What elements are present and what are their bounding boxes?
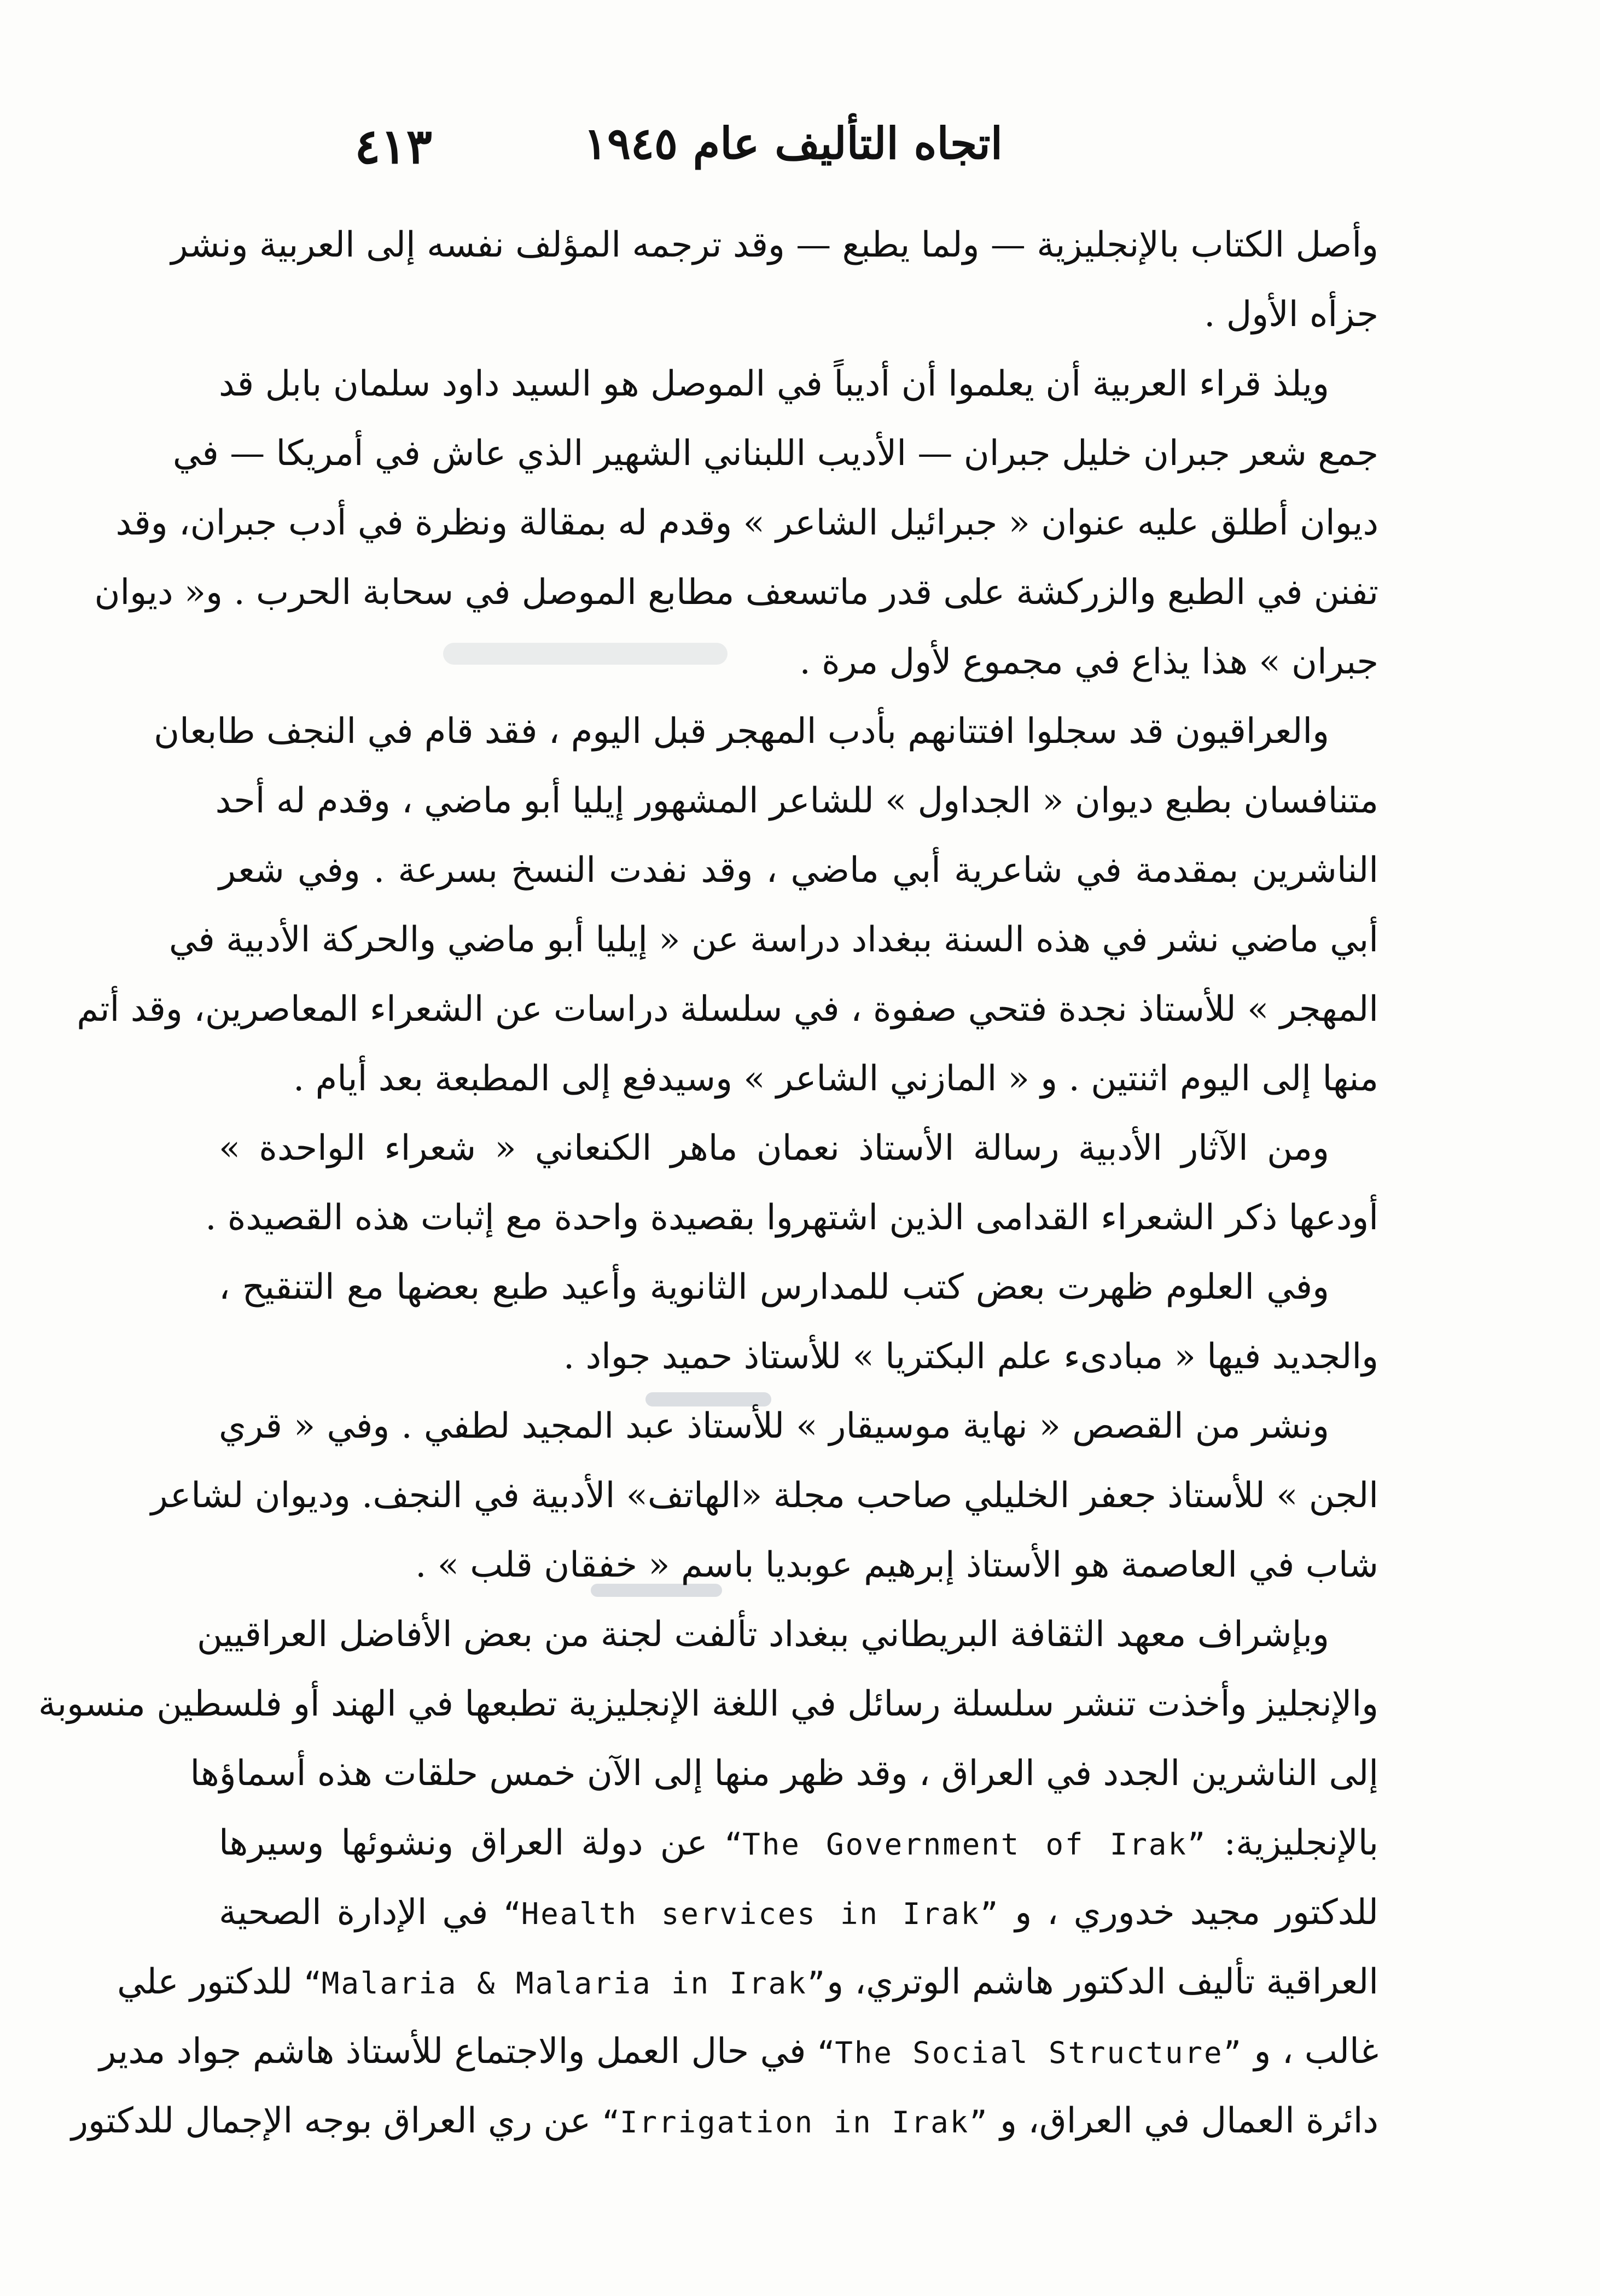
body-text (38, 211, 1379, 2156)
arabic-segment: عن دولة العراق ونشوئها وسيرها (219, 1823, 725, 1863)
text-line: شاب في العاصمة هو الأستاذ إبرهيم عوبديا باسم « خفقان قلب » . (415, 1545, 1378, 1585)
text-line: وبإشراف معهد الثقافة البريطاني ببغداد تألفت لجنة من بعض الأفاضل العراقيين (196, 1614, 1329, 1655)
text-line: ديوان أطلق عليه عنوان « جبرائيل الشاعر » وقدم له بمقالة ونظرة في أدب جبران، وقد (115, 503, 1378, 543)
text-line: تفنن في الطبع والزركشة على قدر ماتسعف مطابع الموصل في سحابة الحرب . و« ديوان (94, 572, 1378, 613)
page-number: ٤١٣ (354, 118, 432, 175)
text-line: ونشر من القصص « نهاية موسيقار » للأستاذ عبد المجيد لطفي . وفي « قري (219, 1406, 1329, 1446)
text-line: متنافسان بطبع ديوان « الجداول » للشاعر المشهور إيليا أبو ماضي ، وقدم له أحد (215, 781, 1378, 821)
text-line: أودعها ذكر الشعراء القدامى الذين اشتهروا بقصيدة واحدة مع إثبات هذه القصيدة . (205, 1198, 1378, 1238)
text-line: الناشرين بمقدمة في شاعرية أبي ماضي ، وقد نفدت النسخ بسرعة . وفي شعر (219, 850, 1379, 891)
text-line: جبران » هذا يذاع في مجموع لأول مرة . (799, 642, 1378, 682)
arabic-segment: في حال العمل والاجتماع للأستاذ هاشم جواد مدير (99, 2031, 817, 2072)
page-header (219, 118, 1368, 183)
mixed-line (71, 2086, 1378, 2156)
english-title: “The Social Structure” (817, 2036, 1243, 2070)
english-title: “Irrigation in Irak” (602, 2105, 989, 2140)
arabic-segment: في الإدارة الصحية (219, 1892, 504, 1933)
arabic-segment: للدكتور مجيد خدوري ، و (999, 1892, 1378, 1933)
english-title: “Health services in Irak” (503, 1897, 1000, 1931)
arabic-segment: عن ري العراق بوجه الإجمال للدكتور (71, 2101, 602, 2141)
running-title: اتجاه التأليف عام ١٩٤٥ (584, 118, 1003, 169)
mixed-line (219, 1878, 1378, 1948)
mixed-line (117, 1948, 1378, 2017)
arabic-segment: غالب ، و (1243, 2031, 1378, 2072)
text-line: ويلذ قراء العربية أن يعلموا أن أديباً في الموصل هو السيد داود سلمان بابل قد (219, 364, 1329, 404)
text-line: منها إلى اليوم اثنتين . و « المازني الشاعر » وسيدفع إلى المطبعة بعد أيام . (293, 1059, 1378, 1099)
text-line: وأصل الكتاب بالإنجليزية — ولما يطبع — وقد ترجمه المؤلف نفسه إلى العربية ونشر (171, 225, 1378, 265)
english-title: “Malaria & Malaria in Irak” (304, 1966, 827, 2001)
text-line: إلى الناشرين الجدد في العراق ، وقد ظهر منها إلى الآن خمس حلقات هذه أسماؤها (190, 1753, 1378, 1794)
text-line: جمع شعر جبران خليل جبران — الأديب اللبناني الشهير الذي عاش في أمريكا — في (172, 433, 1378, 474)
mixed-line (99, 2017, 1378, 2086)
english-title: “The Government of Irak” (724, 1827, 1207, 1862)
text-line: جزأه الأول . (1204, 294, 1378, 335)
arabic-segment: دائرة العمال في العراق، و (988, 2101, 1378, 2141)
text-line: الجن » للأستاذ جعفر الخليلي صاحب مجلة «الهاتف» الأدبية في النجف. وديوان لشاعر (150, 1475, 1378, 1516)
text-line: والجديد فيها « مبادىء علم البكتريا » للأستاذ حميد جواد . (563, 1336, 1378, 1377)
text-line: المهجر » للأستاذ نجدة فتحي صفوة ، في سلسلة دراسات عن الشعراء المعاصرين، وقد أتم (77, 989, 1378, 1030)
arabic-segment: بالإنجليزية: (1207, 1823, 1379, 1863)
text-line: أبي ماضي نشر في هذه السنة ببغداد دراسة عن « إيليا أبو ماضي والحركة الأدبية في (168, 920, 1378, 960)
text-line: والعراقيون قد سجلوا افتتانهم بأدب المهجر قبل اليوم ، فقد قام في النجف طابعان (154, 711, 1329, 752)
text-line: وفي العلوم ظهرت بعض كتب للمدارس الثانوية وأعيد طبع بعضها مع التنقيح ، (219, 1267, 1329, 1307)
text-line: ومن الآثار الأدبية رسالة الأستاذ نعمان ماهر الكنعاني « شعراء الواحدة » (219, 1128, 1329, 1169)
arabic-segment: العراقية تأليف الدكتور هاشم الوتري، و (827, 1962, 1378, 2002)
arabic-segment: للدكتور علي (117, 1962, 304, 2002)
text-line: والإنجليز وأخذت تنشر سلسلة رسائل في اللغة الإنجليزية تطبعها في الهند أو فلسطين منسوبة (38, 1684, 1378, 1724)
mixed-line (219, 1809, 1378, 1878)
